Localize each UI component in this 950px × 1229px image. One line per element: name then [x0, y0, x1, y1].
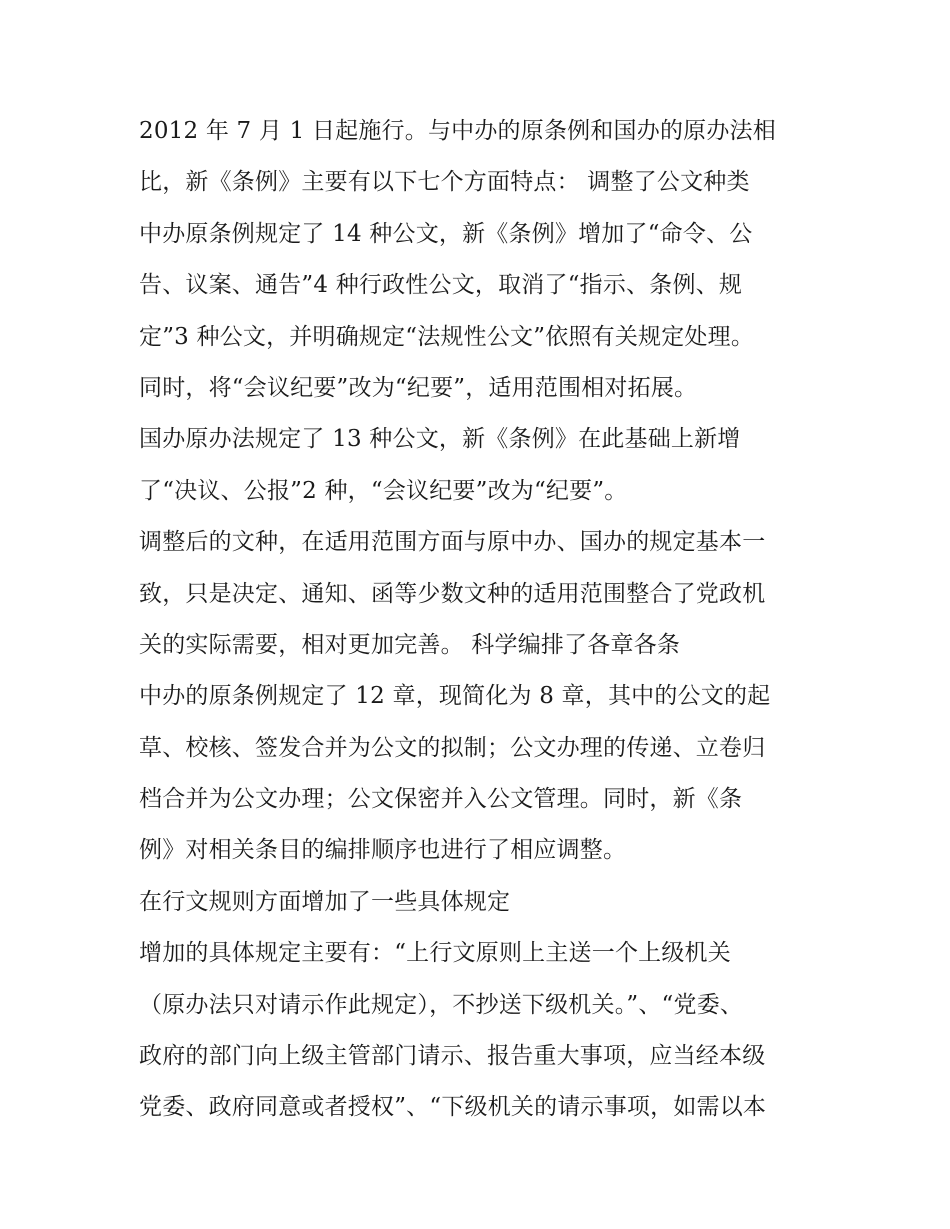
text-line: 例》对相关条目的编排顺序也进行了相应调整。 — [139, 837, 627, 864]
text-line: 在行文规则方面增加了一些具体规定 — [139, 888, 511, 915]
text-line: 了“决议、公报”2 种，“会议纪要”改为“纪要”。 — [139, 477, 628, 504]
text-line: 调整后的文种，在适用范围方面与原中办、国办的规定基本一 — [139, 529, 766, 556]
text-line: 中办的原条例规定了 12 章，现简化为 8 章，其中的公文的起 — [139, 683, 771, 710]
text-line: 比，新《条例》主要有以下七个方面特点： 调整了公文种类 — [139, 169, 750, 196]
text-line: 政府的部门向上级主管部门请示、报告重大事项，应当经本级 — [139, 1043, 766, 1070]
text-line: 定”3 种公文，并明确规定“法规性公文”依照有关规定处理。 — [139, 323, 755, 350]
text-line: 党委、政府同意或者授权”、“下级机关的请示事项，如需以本 — [139, 1094, 767, 1121]
text-line: 同时，将“会议纪要”改为“纪要”，适用范围相对拓展。 — [139, 374, 698, 401]
text-line: 草、校核、签发合并为公文的拟制；公文办理的传递、立卷归 — [139, 734, 766, 761]
text-line: 增加的具体规定主要有：“上行文原则上主送一个上级机关 — [139, 940, 731, 967]
text-line: 中办原条例规定了 14 种公文，新《条例》增加了“命令、公 — [139, 220, 753, 247]
text-line: 2012 年 7 月 1 日起施行。与中办的原条例和国办的原办法相 — [139, 118, 776, 144]
text-line: 致，只是决定、通知、函等少数文种的适用范围整合了党政机 — [139, 580, 766, 607]
text-line: （原办法只对请示作此规定），不抄送下级机关。”、“党委、 — [139, 991, 744, 1018]
text-line: 国办原办法规定了 13 种公文，新《条例》在此基础上新增 — [139, 426, 741, 453]
text-line: 告、议案、通告”4 种行政性公文，取消了“指示、条例、规 — [139, 272, 743, 299]
body-text — [139, 106, 819, 1134]
text-line: 关的实际需要，相对更加完善。 科学编排了各章各条 — [139, 631, 681, 658]
text-line: 档合并为公文办理；公文保密并入公文管理。同时，新《条 — [139, 786, 743, 813]
